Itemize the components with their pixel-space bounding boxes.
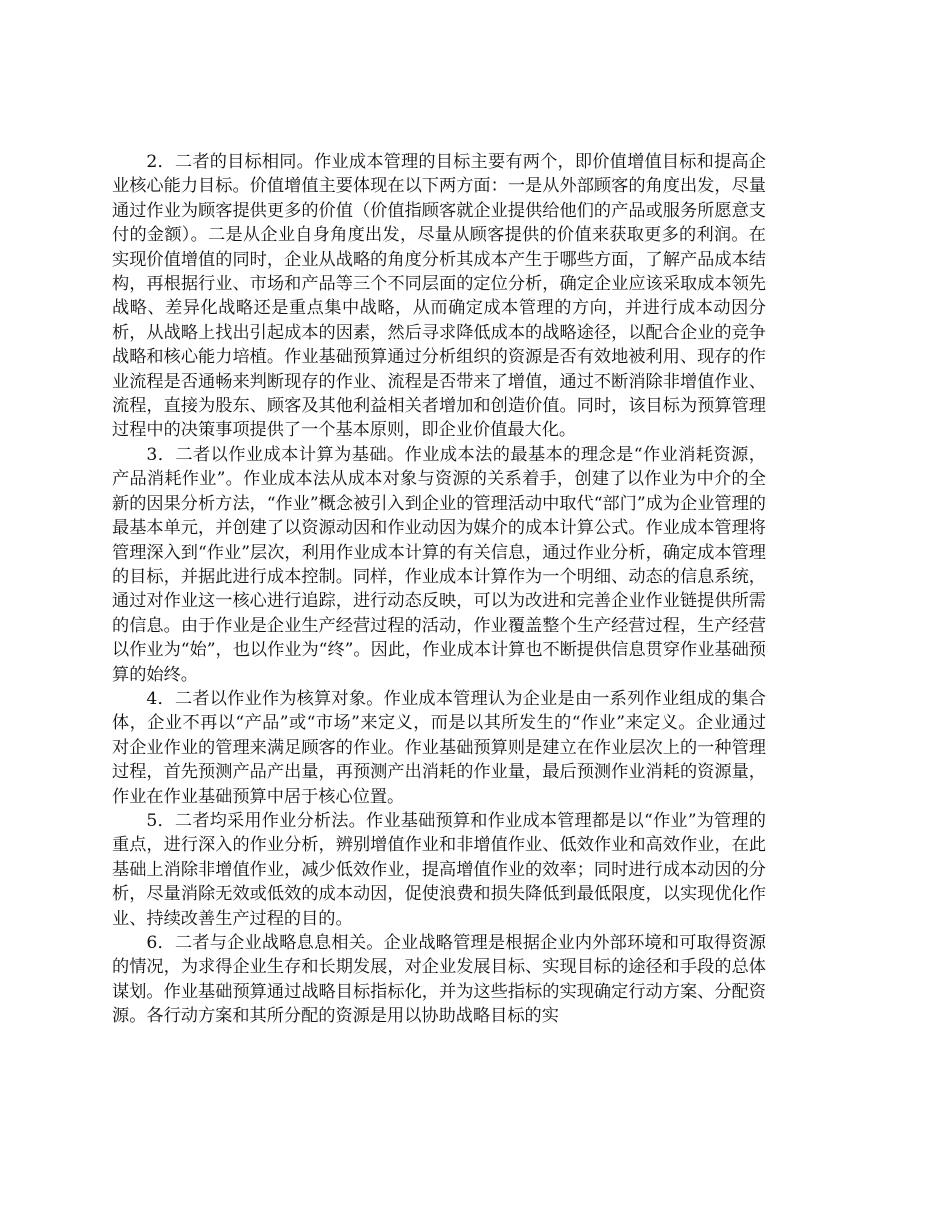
paragraph-3-activity-costing-basis: 3．二者以作业成本计算为基础。作业成本法的最基本的理念是“作业消耗资源，产品消耗作业”。作业成本法从成本对象与资源的关系着手，创建了以作业为中介的全新的因果分析方法，“作业”概念被引入到企业的管理活动中取代“部门”成为企业管理的最基本单元，并创建了以资源动因和作业动因为媒介的成本计算公式。作业成本管理将管理深入到“作业”层次，利用作业成本计算的有关信息，通过作业分析，确定成本管理的目标，并据此进行成本控制。同样，作业成本计算作为一个明细、动态的信息系统，通过对作业这一核心进行追踪，进行动态反映，可以为改进和完善企业作业链提供所需的信息。由于作业是企业生产经营过程的活动，作业覆盖整个生产经营过程，生产经营以作业为“始”，也以作业为“终”。因此，作业成本计算也不断提供信息贯穿作业基础预算的始终。: [112, 444, 766, 685]
paragraph-6-strategy: 6．二者与企业战略息息相关。企业战略管理是根据企业内外部环境和可取得资源的情况，为求得企业生存和长期发展，对企业发展目标、实现目标的途径和手段的总体谋划。作业基础预算通过战略目标指标化，并为这些指标的实现确定行动方案、分配资源。各行动方案和其所分配的资源是用以协助战略目标的实: [112, 933, 766, 1027]
paragraph-5-activity-analysis: 5．二者均采用作业分析法。作业基础预算和作业成本管理都是以“作业”为管理的重点，进行深入的作业分析，辨别增值作业和非增值作业、低效作业和高效作业，在此基础上消除非增值作业，减少低效作业，提高增值作业的效率；同时进行成本动因的分析，尽量消除无效或低效的成本动因，促使浪费和损失降低到最低限度，以实现优化作业、持续改善生产过程的目的。: [112, 810, 766, 929]
document-body: [112, 150, 766, 1029]
paragraph-2-same-goals: 2．二者的目标相同。作业成本管理的目标主要有两个，即价值增值目标和提高企业核心能力目标。价值增值主要体现在以下两方面：一是从外部顾客的角度出发，尽量通过作业为顾客提供更多的价值（价值指顾客就企业提供给他们的产品或服务所愿意支付的金额）。二是从企业自身角度出发，尽量从顾客提供的价值来获取更多的利润。在实现价值增值的同时，企业从战略的角度分析其成本产生于哪些方面，了解产品成本结构，再根据行业、市场和产品等三个不同层面的定位分析，确定企业应该采取成本领先战略、差异化战略还是重点集中战略，从而确定成本管理的方向，并进行成本动因分析，从战略上找出引起成本的因素，然后寻求降低成本的战略途径，以配合企业的竞争战略和核心能力培植。作业基础预算通过分析组织的资源是否有效地被利用、现存的作业流程是否通畅来判断现存的作业、流程是否带来了增值，通过不断消除非增值作业、流程，直接为股东、顾客及其他利益相关者增加和创造价值。同时，该目标为预算管理过程中的决策事项提供了一个基本原则，即企业价值最大化。: [112, 152, 766, 441]
paragraph-4-activity-as-object: 4．二者以作业作为核算对象。作业成本管理认为企业是由一系列作业组成的集合体，企业不再以“产品”或“市场”来定义，而是以其所发生的“作业”来定义。企业通过对企业作业的管理来满足顾客的作业。作业基础预算则是建立在作业层次上的一种管理过程，首先预测产品产出量，再预测产出消耗的作业量，最后预测作业消耗的资源量，作业在作业基础预算中居于核心位置。: [112, 688, 766, 807]
